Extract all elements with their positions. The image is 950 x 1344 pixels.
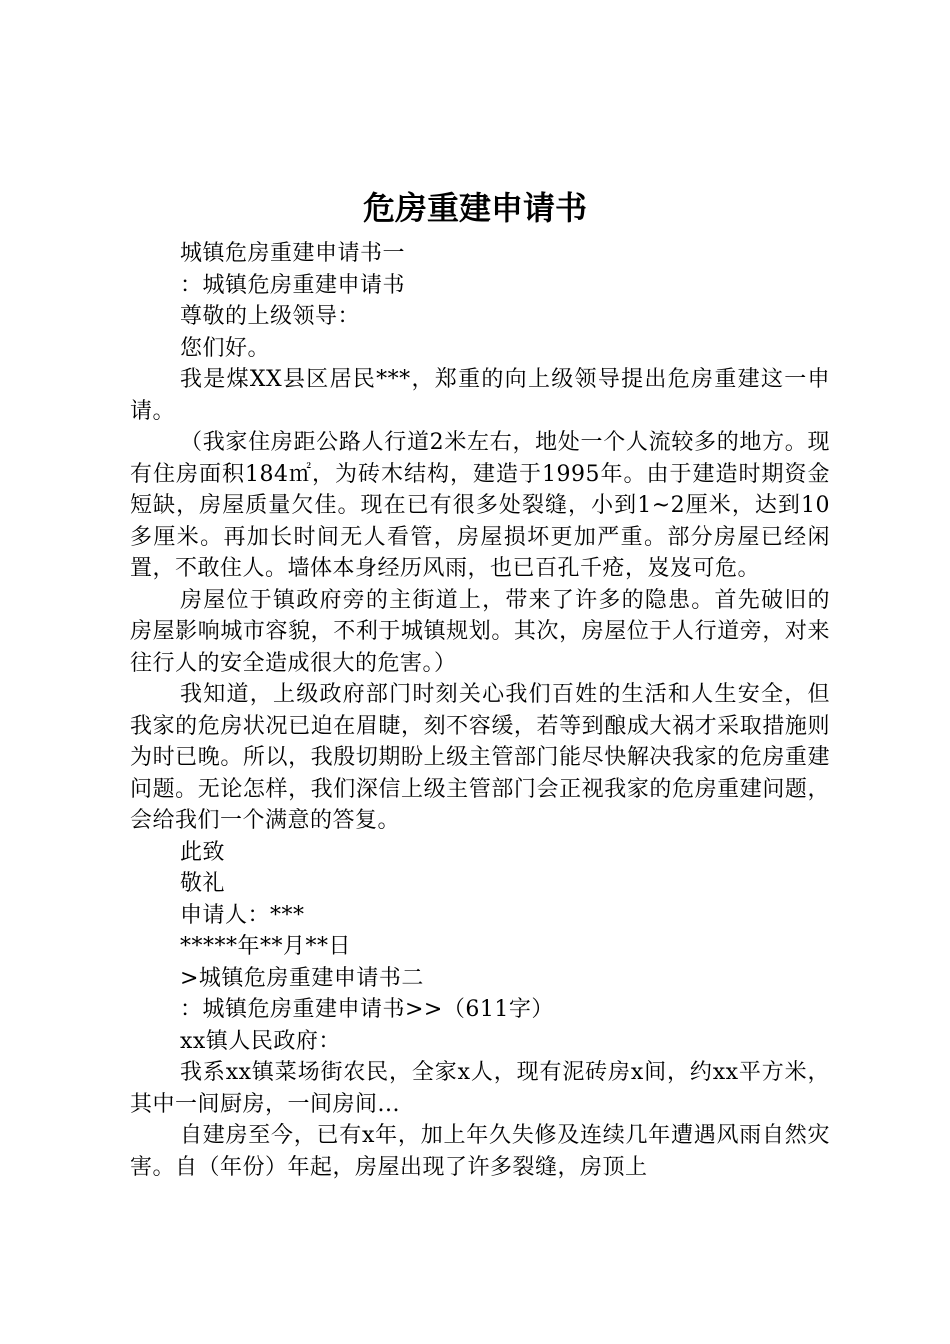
paragraph-1: 城镇危房重建申请书一 [180, 241, 406, 266]
paragraph-14: ：城镇危房重建申请书>>（611字） [180, 997, 554, 1022]
paragraph-16: 我系xx镇菜场街农民，全家x人，现有泥砖房x间，约xx平方米，其中一间厨房，一间房间... [130, 1060, 830, 1117]
paragraph-3: 尊敬的上级领导： [180, 304, 361, 329]
document-title: 危房重建申请书 [362, 189, 587, 227]
paragraph-9: 此致 [180, 839, 226, 865]
paragraph-12: *****年**月**日 [180, 934, 352, 959]
paragraph-17: 自建房至今，已有x年，加上年久失修及连续几年遭遇风雨自然灾害。自（年份）年起，房屋出现了许多裂缝，房顶上 [130, 1123, 830, 1180]
paragraph-6: （我家住房距公路人行道2米左右，地处一个人流较多的地方。现有住房面积184㎡，为砖木结构，建造于1995年。由于建造时期资金短缺，房屋质量欠佳。现在已有很多处裂缝，小到1~2厘米，达到10多厘米。再加长时间无人看管，房屋损坏更加严重。部分房屋已经闲置，不敢住人。墙体本身经历风雨，也已百孔千疮，岌岌可危。 [130, 430, 830, 581]
paragraph-4: 您们好。 [180, 335, 271, 361]
paragraph-2: ：城镇危房重建申请书 [180, 272, 406, 298]
paragraph-8: 我知道，上级政府部门时刻关心我们百姓的生活和人生安全，但我家的危房状况已迫在眉睫，刻不容缓，若等到酿成大祸才采取措施则为时已晚。所以，我殷切期盼上级主管部门能尽快解决我家的危房重建问题。无论怎样，我们深信上级主管部门会正视我家的危房重建问题，会给我们一个满意的答复。 [130, 682, 830, 833]
paragraph-15: xx镇人民政府： [180, 1028, 341, 1054]
paragraph-5: 我是煤XX县区居民***，郑重的向上级领导提出危房重建这一申请。 [130, 367, 830, 424]
paragraph-7: 房屋位于镇政府旁的主街道上，带来了许多的隐患。首先破旧的房屋影响城市容貌，不利于城镇规划。其次，房屋位于人行道旁，对来往行人的安全造成很大的危害。） [130, 587, 830, 676]
paragraph-13: >城镇危房重建申请书二 [180, 965, 424, 991]
paragraph-10: 敬礼 [180, 871, 226, 896]
document-body [130, 238, 830, 1183]
paragraph-11: 申请人：*** [180, 902, 305, 928]
